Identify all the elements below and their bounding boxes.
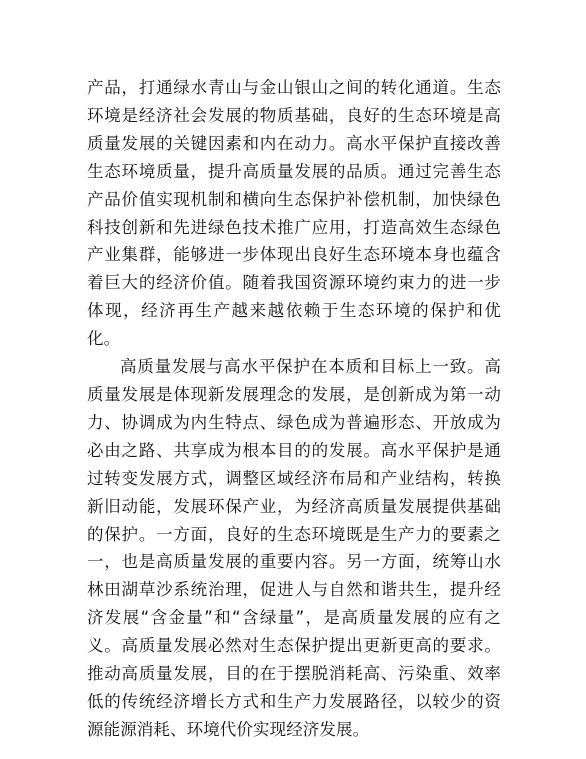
paragraph: 高质量发展与高水平保护在本质和目标上一致。高质量发展是体现新发展理念的发展，是创新成为第一动力、协调成为内生特点、绿色成为普遍形态、开放成为必由之路、共享成为根本目的的发展。高水平保护是通过转变发展方式，调整区域经济布局和产业结构，转换新旧动能，发展环保产业，为经济高质量发展提供基础的保护。一方面，良好的生态环境既是生产力的要素之一，也是高质量发展的重要内容。另一方面，统筹山水林田湖草沙系统治理，促进人与自然和谐共生，提升经济发展“含金量”和“含绿量”，是高质量发展的应有之义。高质量发展必然对生态保护提出更新更高的要求。推动高质量发展，目的在于摆脱消耗高、污染重、效率低的传统经济增长方式和生产力发展路径，以较少的资源能源消耗、环境代价实现经济发展。 [87, 357, 501, 739]
paragraph-continued: 产品，打通绿水青山与金山银山之间的转化通道。生态环境是经济社会发展的物质基础，良好的生态环境是高质量发展的关键因素和内在动力。高水平保护直接改善生态环境质量，提升高质量发展的品质。通过完善生态产品价值实现机制和横向生态保护补偿机制，加快绿色科技创新和先进绿色技术推广应用，打造高效生态绿色产业集群，能够进一步体现出良好生态环境本身也蕴含着巨大的经济价值。随着我国资源环境约束力的进一步体现，经济再生产越来越依赖于生态环境的保护和优化。 [87, 78, 501, 349]
document-body [87, 74, 501, 744]
